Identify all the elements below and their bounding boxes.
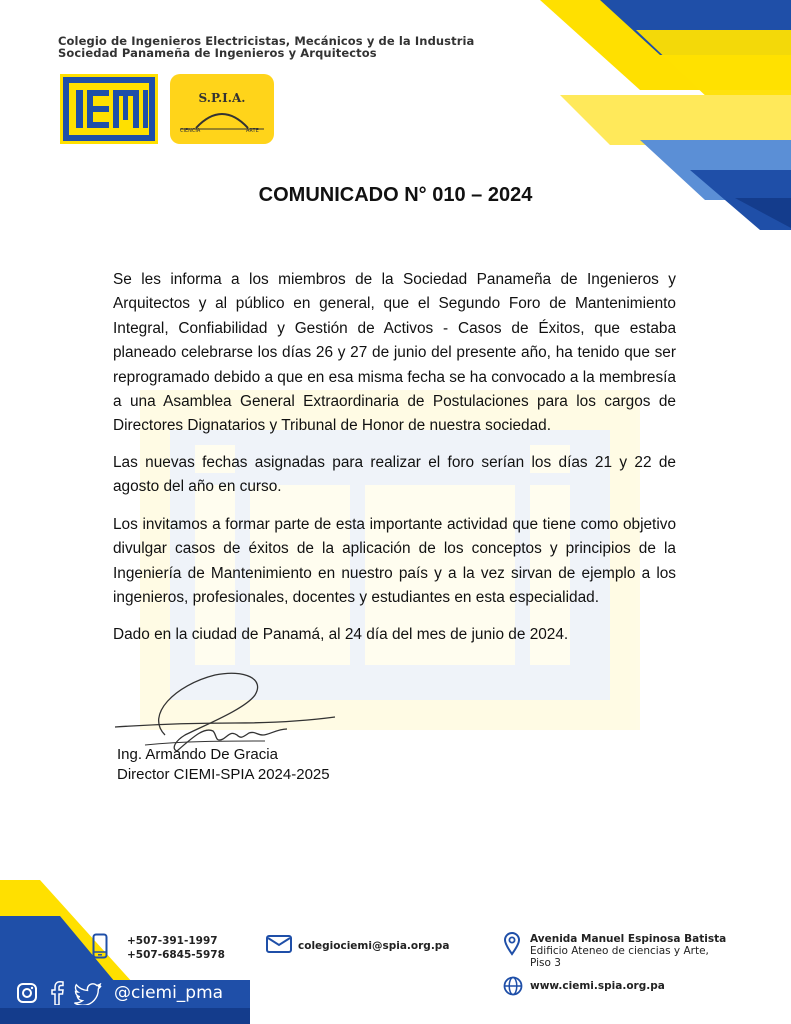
ciemi-logo	[60, 74, 158, 144]
document-title: COMUNICADO N° 010 – 2024	[258, 184, 533, 206]
signatory-position: Director CIEMI-SPIA 2024-2025	[117, 766, 330, 783]
facebook-icon[interactable]	[48, 981, 66, 1005]
address-line-3: Piso 3	[530, 957, 561, 969]
mail-icon	[266, 935, 292, 953]
phone-icon	[92, 933, 108, 959]
org-name-line1: Colegio de Ingenieros Electricistas, Mecánicos y de la Industria	[58, 34, 475, 48]
paragraph-3: Los invitamos a formar parte de esta importante actividad que tiene como objetivo divulgar casos de éxitos de la aplicación de los conceptos y principios de la Ingeniería de Mantenimiento en nuestro país y a la vez sirvan de ejemplo a los ingenieros, profesionales, docentes y estudiantes en esta especialidad.	[113, 516, 676, 607]
spia-logo	[170, 74, 274, 144]
paragraph-2: Las nuevas fechas asignadas para realizar el foro serían los días 21 y 22 de agosto del año en curso.	[113, 454, 676, 496]
svg-text:ARTE: ARTE	[246, 128, 259, 134]
signatory-name: Ing. Armando De Gracia	[117, 746, 278, 763]
org-name-line2: Sociedad Panameña de Ingenieros y Arquitectos	[58, 46, 377, 60]
paragraph-4: Dado en la ciudad de Panamá, al 24 día del mes de junio de 2024.	[113, 626, 569, 643]
twitter-icon[interactable]	[74, 983, 102, 1005]
address-line-2: Edificio Ateneo de ciencias y Arte,	[530, 945, 709, 957]
social-handle[interactable]: @ciemi_pma	[114, 983, 224, 1003]
phone-1[interactable]: +507-391-1997	[127, 935, 218, 947]
website-link[interactable]: www.ciemi.spia.org.pa	[530, 980, 665, 992]
address-line-1: Avenida Manuel Espinosa Batista	[530, 933, 727, 945]
instagram-icon[interactable]	[16, 982, 38, 1004]
svg-text:CIENCIA: CIENCIA	[180, 128, 201, 134]
phone-2[interactable]: +507-6845-5978	[127, 949, 225, 961]
location-icon	[503, 932, 521, 956]
paragraph-1: Se les informa a los miembros de la Sociedad Panameña de Ingenieros y Arquitectos y al público en general, que el Segundo Foro de Mantenimiento Integral, Confiabilidad y Gestión de Activos - Casos de Éxitos, que estaba planeado celebrarse los días 26 y 27 de junio del presente año, ha tenido que ser reprogramado debido a que en esa misma fecha se ha convocado a la membresía a una Asamblea General Extraordinaria de Postulaciones para los cargos de Directores Dignatarios y Tribunal de Honor de nuestra sociedad.	[113, 271, 676, 435]
globe-icon	[503, 976, 523, 996]
svg-text:S.P.I.A.: S.P.I.A.	[198, 91, 246, 105]
email-link[interactable]: colegiociemi@spia.org.pa	[298, 940, 450, 952]
